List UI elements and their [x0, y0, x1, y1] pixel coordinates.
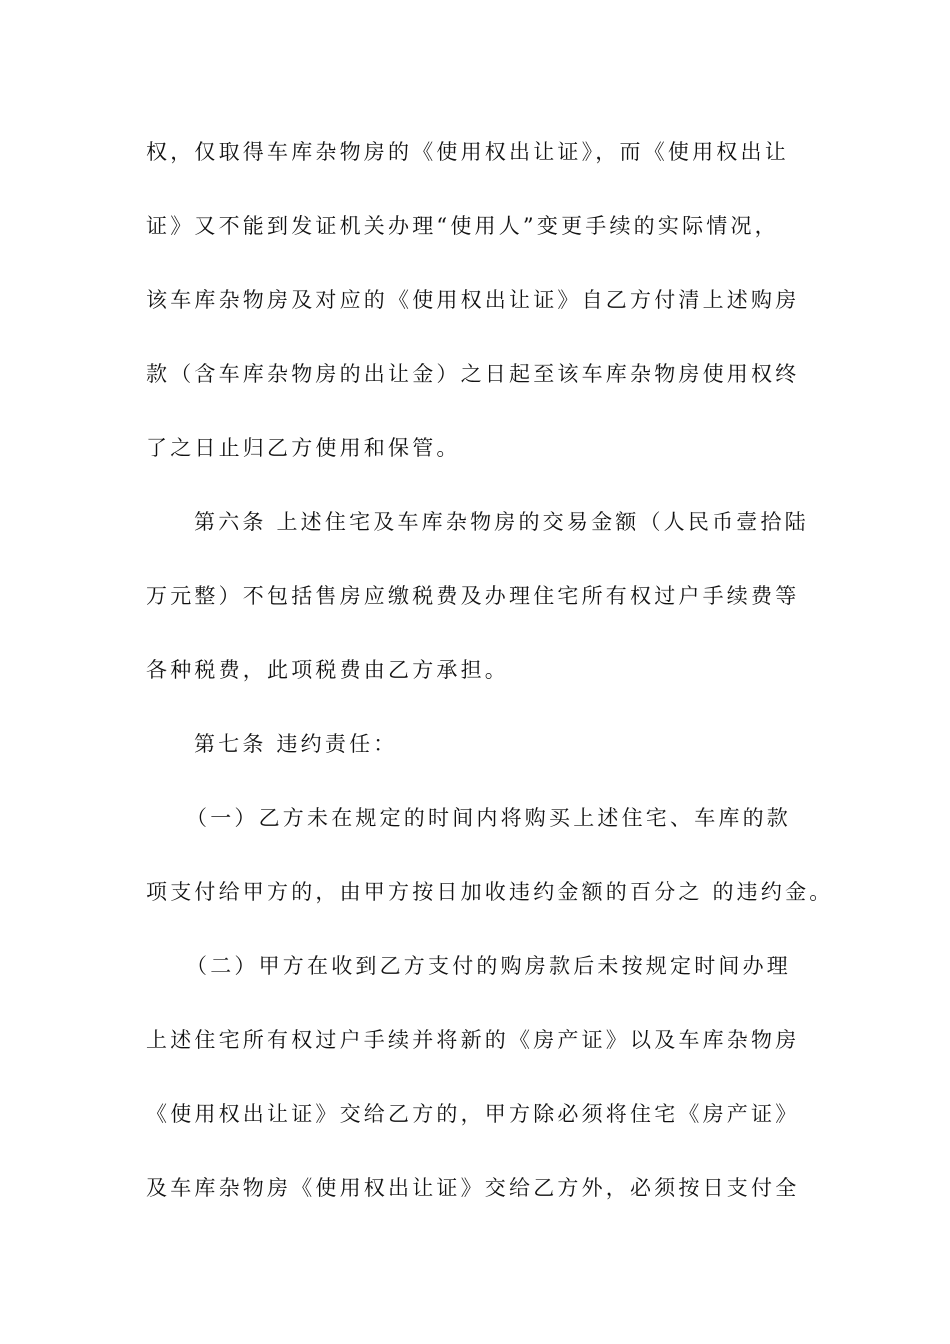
text-line: 项支付给甲方的，由甲方按日加收违约金额的百分之 的违约金。 [146, 880, 834, 904]
text-line: 各种税费，此项税费由乙方承担。 [146, 658, 509, 682]
text-line: 万元整）不包括售房应缴税费及办理住宅所有权过户手续费等 [146, 584, 800, 608]
text-line: 《使用权出让证》交给乙方的，甲方除必须将住宅《房产证》 [146, 1102, 800, 1126]
text-line: 权，仅取得车库杂物房的《使用权出让证》，而《使用权出让 [146, 140, 789, 164]
text-line: 该车库杂物房及对应的《使用权出让证》自乙方付清上述购房 [146, 288, 800, 312]
text-line: 证》又不能到发证机关办理“使用人”变更手续的实际情况， [146, 214, 779, 238]
text-line: 款（含车库杂物房的出让金）之日起至该车库杂物房使用权终 [146, 362, 800, 386]
clause-one-start: （一）乙方未在规定的时间内将购买上述住宅、车库的款 [186, 806, 791, 830]
article-seven-heading: 第七条 违约责任： [194, 732, 398, 756]
text-line: 了之日止归乙方使用和保管。 [146, 436, 461, 460]
article-six-heading: 第六条 上述住宅及车库杂物房的交易金额（人民币壹拾陆 [194, 510, 809, 534]
clause-two-start: （二）甲方在收到乙方支付的购房款后未按规定时间办理 [186, 954, 791, 978]
text-line: 及车库杂物房《使用权出让证》交给乙方外，必须按日支付全 [146, 1176, 800, 1200]
text-line: 上述住宅所有权过户手续并将新的《房产证》以及车库杂物房 [146, 1028, 800, 1052]
